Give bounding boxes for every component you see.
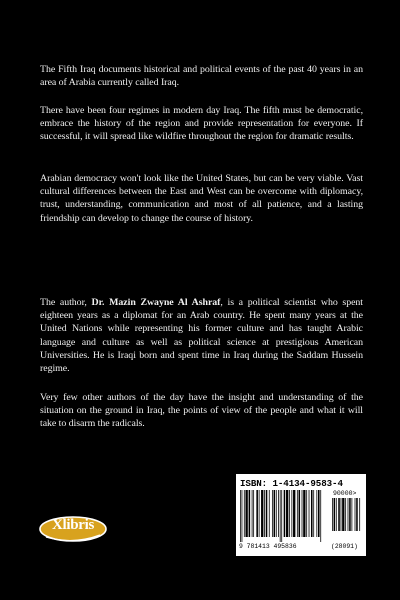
barcode-bar [244,490,245,537]
barcode-bar [342,498,344,531]
barcode-bar [316,490,317,537]
barcode-bar [280,490,281,542]
democracy-paragraph: Arabian democracy won't look like the United States, but can be very viable. Vast cultural differences between the East and West can be overcome with diplomacy, trust, understanding, communication and most of all patience, and a lasting friendship can develop to change the course of history. [40,173,363,224]
barcode-bar [293,490,295,537]
regimes-paragraph: There have been four regimes in modern day Iraq. The fifth must be democratic, embrace the history of the region and provide representation for everyone. If successful, it will spread like wildfire throughout the region for dramatic results. [40,105,363,143]
barcode-bar [320,490,321,542]
barcode-bar [278,490,279,537]
barcode-bar [276,490,277,537]
barcode-bar [266,490,268,537]
barcode-bar [249,490,251,537]
barcode-bar [240,490,241,542]
barcode-bar [256,490,258,537]
barcode-bar [245,490,247,537]
barcode-bar [349,498,351,531]
barcode-bar [338,498,340,531]
barcode-bar [272,490,273,537]
barcode-bar [309,490,310,537]
barcode-bar [259,490,260,537]
author-name: Dr. Mazin Zwayne Al Ashraf [91,297,221,308]
barcode-addon-icon [332,498,363,536]
closing-paragraph: Very few other authors of the day have the insight and understanding of the situation on the ground in Iraq, the points of view of the people and what it will take to disarm the radicals. [40,392,363,430]
barcode-bar [281,490,282,542]
logo-text: Xlibris [51,517,95,533]
barcode-icon [240,490,327,542]
barcode-bar [261,490,263,537]
barcode-bar [348,498,349,531]
barcode-bar [286,490,288,537]
barcode-addon-price: 90000> [333,490,357,497]
barcode-bar [355,498,356,531]
barcode-bar [318,490,320,537]
barcode-bar [334,498,336,531]
barcode-box [236,474,366,556]
author-paragraph [40,296,363,375]
barcode-bar [269,490,270,537]
barcode-bar [253,490,254,537]
barcode-number: 9 781413 495836 [239,543,297,550]
author-intro: The author, [40,297,87,308]
barcode-addon-number: (28091) [331,543,358,550]
barcode-bar [306,490,307,537]
barcode-bar [264,490,265,537]
barcode-bar [302,490,303,537]
author-bio: , is a political scientist who spent eighteen years as a diplomat for an Arab country. He spent many years at the United Nations while representing his former culture and has taught Arabic language and culture as well as political science at prestigious American Universities. He is Iraqi born and spent time in Iraq during the Saddam Hussein regime. [40,297,364,375]
barcode-bar [297,490,298,537]
barcode-bar [352,498,353,531]
barcode-bar [291,490,292,537]
barcode-bar [274,490,276,537]
barcode-bar [299,490,301,537]
xlibris-logo [38,515,108,545]
intro-paragraph: The Fifth Iraq documents historical and political events of the past 40 years in an area of Arabia currently called Iraq. [40,64,363,89]
barcode-bar [242,490,243,542]
isbn-label: ISBN: 1-4134-9583-4 [240,478,343,489]
barcode-bar [356,498,358,531]
barcode-bar [311,490,313,537]
barcode-bar [313,490,314,537]
barcode-bar [252,490,253,537]
barcode-bar [359,498,360,531]
barcode-bar [303,490,305,537]
barcode-bar [284,490,286,537]
barcode-bar [336,498,337,531]
barcode-bar [289,490,290,537]
barcode-bar [341,498,342,531]
barcode-bar [332,498,333,531]
barcode-bar [345,498,346,531]
